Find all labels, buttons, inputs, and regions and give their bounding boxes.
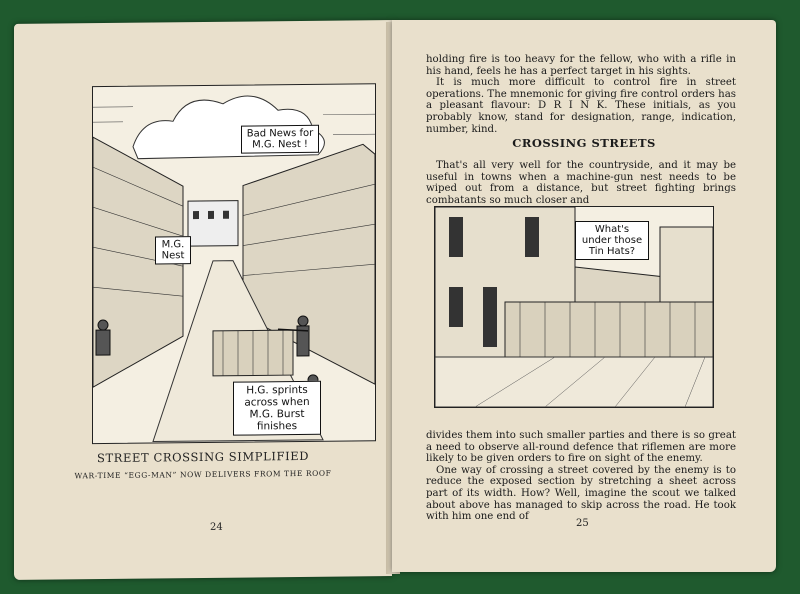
mg-nest-label: M.G. Nest: [155, 236, 191, 264]
right-page-number: 25: [576, 518, 589, 529]
right-top-text: [426, 54, 736, 135]
paragraph-countryside: That's all very well for the countryside, and it may be useful in towns when a machine-gun nest needs to be wiped out from a distance, but street fighting brings combatants so much closer and: [426, 160, 736, 206]
crossing-streets-illustration: [434, 206, 714, 408]
paragraph-riflemen: divides them into such smaller parties and there is so great a need to observe all-round defence that riflemen are more likely to be given orders to fire on sight of the enemy.: [426, 430, 736, 465]
paragraph-fire-control: holding fire is too heavy for the fellow, who with a rifle in his hand, feels he has a perfect target in his sights.: [426, 54, 736, 77]
section-heading: CROSSING STREETS: [512, 136, 656, 150]
left-caption-subtitle: WAR-TIME “EGG-MAN” NOW DELIVERS FROM THE ROOF: [74, 468, 332, 481]
paragraph-sheet: One way of crossing a street covered by the enemy is to reduce the exposed section by stretching a sheet across part of its width. How? Well, imagine the scout we talked about above has managed to skip across the road. He took with him one end of: [426, 464, 736, 523]
street-crossing-illustration: [92, 83, 376, 444]
left-caption-title: STREET CROSSING SIMPLIFIED: [96, 448, 310, 466]
right-mid-text: [426, 160, 736, 206]
sheet-across-street-drawing: [435, 207, 713, 407]
right-page: [392, 20, 776, 572]
paragraph-mnemonic: It is much more difficult to control fire in street operations. The mnemonic for giving fire control orders has a pleasant flavour: D R I N K. These initials, as you probably know, stand for designation, range, indication, number, kind.: [426, 77, 736, 135]
left-page-number: 24: [210, 521, 223, 533]
bad-news-speech-bubble: Bad News for M.G. Nest !: [241, 125, 319, 154]
right-bottom-text: [426, 430, 736, 523]
hg-sprints-speech-bubble: H.G. sprints across when M.G. Burst finishes: [233, 381, 321, 436]
tin-hats-speech-bubble: What's under those Tin Hats?: [575, 221, 649, 260]
left-page: [14, 20, 392, 580]
